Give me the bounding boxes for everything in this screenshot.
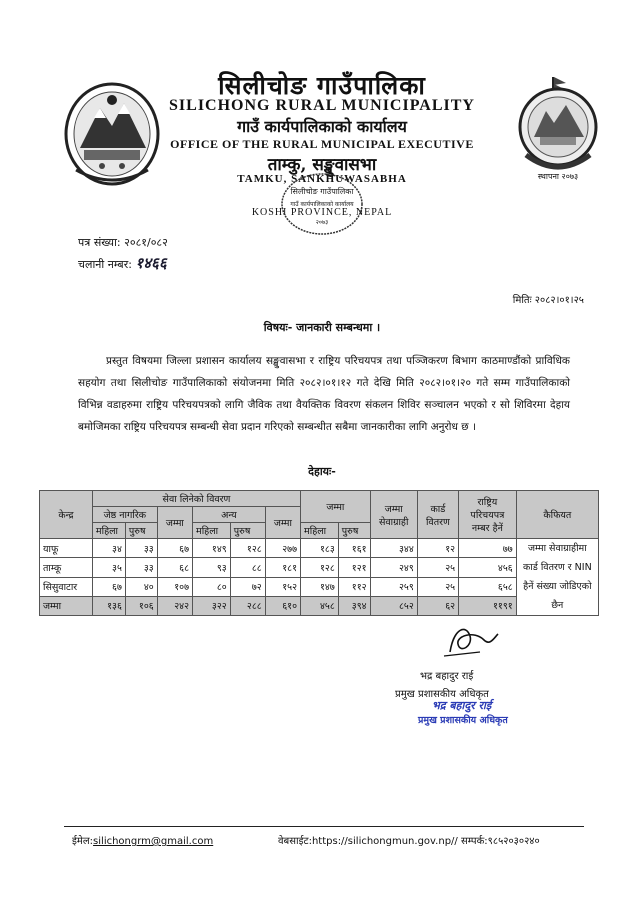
dispatch-number-label: चलानी नम्बर:: [78, 258, 132, 271]
office-name-en: OFFICE OF THE RURAL MUNICIPAL EXECUTIVE: [170, 137, 474, 151]
cell-nid: ६५८: [459, 577, 517, 596]
phone-label: सम्पर्क:: [460, 836, 488, 847]
cell-center: जम्मा: [40, 596, 93, 615]
body-paragraph: प्रस्तुत विषयमा जिल्ला प्रशासन कार्यालय सङ्खुवासभा र राष्ट्रिय परिचयपत्र तथा पञ्जिकरण बिभाग काठमाण्डौंको प्राविधिक सहयोग तथा सिलीचोङ गाउँपालिकाको संयोजनमा मिति २०८२।०१।१२ गते देखि मिति २०८२।०१।२० गते सम्म गाउँपालिकाको विभिन्न वडाहरुमा राष्ट्रिय परिचयपत्रको लागि जैविक तथा वैयक्तिक विवरण संकलन शिविर सञ्चालन भएको र सो शिविरमा देहाय बमोजिमका राष्ट्रिय परिचयपत्र सम्बन्धी सेवा प्रदान गरिएको सम्बन्धीत सबैमा जानकारीका लागि अनुरोध छ ।: [78, 355, 570, 433]
col-grand-total: जम्मा: [301, 491, 371, 523]
stamp-text-2: गाउँ कार्यपालिकाको कार्यालय: [290, 201, 354, 208]
cell-total-female: ४५८: [301, 596, 339, 615]
cell-card: १२: [417, 539, 458, 558]
cell-other-total: १५२: [265, 577, 300, 596]
col-nid-none: राष्ट्रिय परिचयपत्र नम्बर हैनें: [459, 491, 517, 539]
cell-total-female: १८३: [301, 539, 339, 558]
cell-total-male: ३९४: [338, 596, 370, 615]
cell-card: २५: [417, 577, 458, 596]
col-card-dist: कार्ड वितरण: [417, 491, 458, 539]
cell-other-total: २७७: [265, 539, 300, 558]
letter-number-value: २०८१/०८२: [124, 236, 168, 249]
cell-other-total: १८१: [265, 558, 300, 577]
col-senior: जेष्ठ नागरिक: [92, 507, 157, 523]
province-en: KOSHI PROVINCE, NEPAL: [251, 207, 393, 218]
col-service-details: सेवा लिनेको विवरण: [92, 491, 300, 507]
cell-senior-female: ३४: [92, 539, 125, 558]
col-senior-male: पुरुष: [125, 523, 157, 539]
location-ne: ताम्कु, सङ्खुवासभा: [267, 155, 377, 175]
cell-senior-female: ३५: [92, 558, 125, 577]
cell-total-service: ८५२: [370, 596, 417, 615]
website-label: वेबसाईट:: [278, 836, 312, 847]
col-total-male: पुरुष: [338, 523, 370, 539]
cell-other-female: ८०: [193, 577, 231, 596]
email-label: ईमेल:: [72, 836, 94, 847]
letter-number-label: पत्र संख्या:: [78, 236, 121, 249]
cell-card: ६२: [417, 596, 458, 615]
cell-nid: ७७: [459, 539, 517, 558]
cell-other-female: ३२२: [193, 596, 231, 615]
col-other: अन्य: [193, 507, 266, 523]
stamp-year: २०७३: [315, 219, 329, 226]
logo-year: स्थापना २०७३: [537, 172, 579, 181]
subject-line: विषयः- जानकारी सम्बन्धमा ।: [263, 321, 381, 334]
cell-senior-male: १०६: [125, 596, 157, 615]
email-link[interactable]: silichongrm@gmail.com: [93, 836, 214, 847]
cell-nid: ११९१: [459, 596, 517, 615]
cell-total-service: ३४४: [370, 539, 417, 558]
stamp-text: सिलीचोङ गाउँपालिका: [290, 187, 354, 196]
signatory-name: भद्र बहादुर राई: [420, 671, 474, 682]
cell-total-service: २४९: [370, 558, 417, 577]
cell-senior-total: ६७: [157, 539, 192, 558]
phone-number: ९८५२०३०२४०: [487, 836, 540, 847]
footer-email: [72, 833, 213, 847]
cell-senior-male: ३३: [125, 558, 157, 577]
cell-other-female: १४९: [193, 539, 231, 558]
cell-total-male: १२१: [338, 558, 370, 577]
table-row: [40, 539, 599, 558]
signatory-title: प्रमुख प्रशासकीय अधिकृत: [395, 689, 489, 700]
cell-center: सिसुवाटार: [40, 577, 93, 596]
col-total-female: महिला: [301, 523, 339, 539]
col-center: केन्द्र: [40, 491, 93, 539]
cell-other-male: ७२: [230, 577, 265, 596]
annex-label: देहायः-: [308, 465, 336, 478]
office-stamp: [262, 168, 382, 238]
website-link[interactable]: https://silichongmun.gov.np/: [311, 836, 455, 847]
dispatch-number-value: १४६६: [135, 254, 167, 272]
cell-senior-female: १३६: [92, 596, 125, 615]
cell-other-total: ६१०: [265, 596, 300, 615]
footer-divider: [64, 826, 584, 827]
cell-total-male: ११२: [338, 577, 370, 596]
cell-other-female: ९३: [193, 558, 231, 577]
col-other-female: महिला: [193, 523, 231, 539]
cell-senior-total: १०७: [157, 577, 192, 596]
col-senior-total: जम्मा: [157, 507, 192, 539]
municipality-name-en: SILICHONG RURAL MUNICIPALITY: [169, 97, 475, 114]
cell-other-male: १२८: [230, 539, 265, 558]
service-table: [39, 490, 599, 616]
municipality-name-ne: सिलीचोङ गाउँपालिका: [218, 71, 426, 100]
footer-contact: वेबसाईट:https://silichongmun.gov.np// सम्पर्क:९८५२०३०२४०: [278, 836, 540, 847]
location-en: TAMKU, SANKHUWASABHA: [237, 173, 407, 185]
cell-other-male: २८८: [230, 596, 265, 615]
signature: [440, 622, 500, 660]
cell-total-male: १६१: [338, 539, 370, 558]
col-other-male: पुरुष: [230, 523, 265, 539]
letter-date: मितिः २०८२।०१।२५: [512, 295, 584, 306]
cell-total-service: २५९: [370, 577, 417, 596]
cell-total-female: १२८: [301, 558, 339, 577]
cell-senior-male: ४०: [125, 577, 157, 596]
cell-nid: ४५६: [459, 558, 517, 577]
cell-other-male: ८८: [230, 558, 265, 577]
col-senior-female: महिला: [92, 523, 125, 539]
cell-total-female: १४७: [301, 577, 339, 596]
office-name-ne: गाउँ कार्यपालिकाको कार्यालय: [237, 117, 407, 136]
signatory-stamp-name: भद्र बहादुर राई: [432, 699, 492, 712]
total-row: [40, 596, 599, 615]
cell-senior-male: ३३: [125, 539, 157, 558]
signatory-stamp-title: प्रमुख प्रशासकीय अधिकृत: [418, 715, 508, 726]
cell-senior-total: ६८: [157, 558, 192, 577]
cell-center: याफू: [40, 539, 93, 558]
cell-center: ताम्कू: [40, 558, 93, 577]
cell-senior-female: ६७: [92, 577, 125, 596]
remarks-cell: जम्मा सेवाग्राहीमा कार्ड वितरण र NIN हैनें संख्या जोडिएको छैन: [516, 539, 598, 616]
table-row: [40, 577, 599, 596]
table-row: [40, 558, 599, 577]
col-remarks: कैफियत: [516, 491, 598, 539]
col-total-service: जम्मा सेवाग्राही: [370, 491, 417, 539]
cell-senior-total: २४२: [157, 596, 192, 615]
dispatch-number: [78, 253, 167, 273]
cell-card: २५: [417, 558, 458, 577]
col-other-total: जम्मा: [265, 507, 300, 539]
letter-number: [78, 235, 168, 250]
